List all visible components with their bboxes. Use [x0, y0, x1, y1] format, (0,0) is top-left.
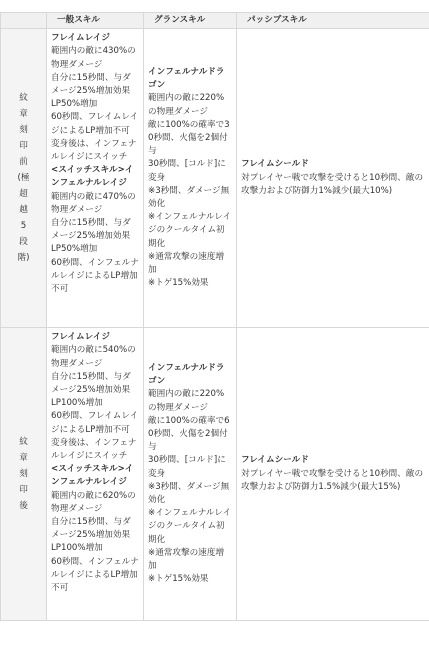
- skill-description: 範囲内の敵に430%の物理ダメージ: [51, 45, 139, 71]
- skill-description: 対プレイヤー戦で攻撃を受けると10秒間、敵の攻撃力および防御力1%減少(最大10%): [241, 172, 425, 198]
- skill-description: 60秒間、フレイムレイジによるLP増加不可: [51, 410, 139, 436]
- general-skill-cell: [47, 29, 144, 328]
- skill-description: 60秒間、インフェルナルレイジによるLP増加不可: [51, 556, 139, 596]
- skill-description: ※インフェルナルレイジのクールタイム初期化: [148, 507, 232, 547]
- skill-description: ※通常攻撃の速度増加: [148, 251, 232, 277]
- header-gran-skill: グランスキル: [144, 13, 237, 29]
- skill-description: ※トゲ15%効果: [148, 277, 232, 290]
- skill-description: LP100%増加: [51, 397, 139, 410]
- skill-description: ※通常攻撃の速度増加: [148, 547, 232, 573]
- skill-description: 範囲内の敵に540%の物理ダメージ: [51, 344, 139, 370]
- skill-name: インフェルナルドラゴン: [148, 362, 232, 388]
- row-label-after: 紋章刻印後: [1, 328, 47, 621]
- skill-description: 60秒間、インフェルナルレイジによるLP増加不可: [51, 257, 139, 297]
- skill-description: LP50%増加: [51, 98, 139, 111]
- skill-description: LP100%増加: [51, 542, 139, 555]
- skill-description: 敵に100%の確率で60秒間、火傷を2個付与: [148, 415, 232, 455]
- skill-name: フレイムレイジ: [51, 32, 139, 45]
- skill-description: 対プレイヤー戦で攻撃を受けると10秒間、敵の攻撃力および防御力1.5%減少(最大15%): [241, 468, 425, 494]
- header-corner: [1, 13, 47, 29]
- skill-description: ※3秒間、ダメージ無効化: [148, 185, 232, 211]
- skill-description: 範囲内の敵に620%の物理ダメージ: [51, 490, 139, 516]
- skill-description: 自分に15秒間、与ダメージ25%増加効果: [51, 72, 139, 98]
- skill-name: <スイッチスキル>インフェルナルレイジ: [51, 463, 139, 489]
- table-row: [1, 29, 429, 328]
- skill-description: 自分に15秒間、与ダメージ25%増加効果: [51, 371, 139, 397]
- skill-description: 30秒間、[コルド]に変身: [148, 158, 232, 184]
- gran-skill-cell: [144, 328, 237, 621]
- skill-description: ※3秒間、ダメージ無効化: [148, 481, 232, 507]
- skill-name: フレイムシールド: [241, 158, 425, 171]
- skill-description: 自分に15秒間、与ダメージ25%増加効果: [51, 516, 139, 542]
- passive-skill-cell: [237, 328, 429, 621]
- skill-description: ※インフェルナルレイジのクールタイム初期化: [148, 211, 232, 251]
- skill-description: 範囲内の敵に220%の物理ダメージ: [148, 92, 232, 118]
- row-label-before: 紋章刻印前(極超越5段階): [1, 29, 47, 328]
- skill-description: 変身後は、インフェナルレイジにスイッチ: [51, 138, 139, 164]
- gran-skill-cell: [144, 29, 237, 328]
- skill-description: 範囲内の敵に220%の物理ダメージ: [148, 388, 232, 414]
- skill-description: 敵に100%の確率で30秒間、火傷を2個付与: [148, 119, 232, 159]
- skill-table: [0, 12, 429, 621]
- header-row: [1, 13, 429, 29]
- skill-name: フレイムレイジ: [51, 331, 139, 344]
- skill-description: 30秒間、[コルド]に変身: [148, 454, 232, 480]
- general-skill-cell: [47, 328, 144, 621]
- skill-description: ※トゲ15%効果: [148, 573, 232, 586]
- skill-description: 自分に15秒間、与ダメージ25%増加効果: [51, 217, 139, 243]
- skill-description: 変身後は、インフェナルレイジにスイッチ: [51, 437, 139, 463]
- header-passive-skill: パッシブスキル: [237, 13, 429, 29]
- skill-name: インフェルナルドラゴン: [148, 66, 232, 92]
- skill-name: <スイッチスキル>インフェルナルレイジ: [51, 164, 139, 190]
- skill-description: 範囲内の敵に470%の物理ダメージ: [51, 191, 139, 217]
- passive-skill-cell: [237, 29, 429, 328]
- skill-description: 60秒間、フレイムレイジによるLP増加不可: [51, 111, 139, 137]
- skill-name: フレイムシールド: [241, 454, 425, 467]
- table-row: [1, 328, 429, 621]
- skill-description: LP50%増加: [51, 243, 139, 256]
- header-general-skill: 一般スキル: [47, 13, 144, 29]
